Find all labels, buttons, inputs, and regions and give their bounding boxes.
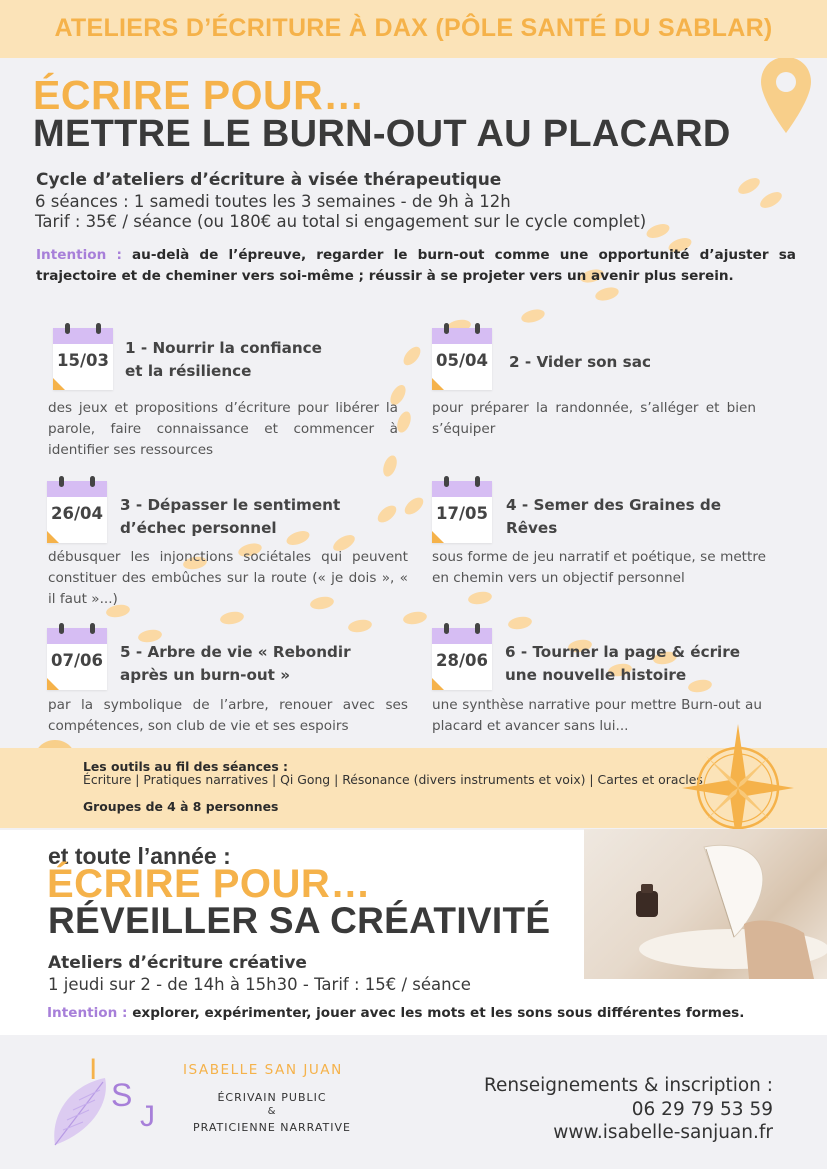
- session-date: 15/03: [57, 351, 109, 370]
- creative-subtitle: Ateliers d’écriture créative: [48, 953, 307, 973]
- calendar-icon: [53, 328, 113, 390]
- session-date: 17/05: [436, 504, 488, 523]
- calendar-icon: [47, 481, 107, 543]
- logo-letter-i: I: [89, 1053, 98, 1086]
- cycle-price: Tarif : 35€ / séance (ou 180€ au total si engagement sur le cycle complet): [35, 212, 647, 231]
- creative-intro: et toute l’année :: [48, 843, 231, 869]
- banner-title: ATELIERS D’ÉCRITURE À DAX (PÔLE SANTÉ DU SABLAR): [54, 14, 773, 42]
- cycle-intention: [36, 245, 796, 287]
- brand-amp: &: [267, 1106, 277, 1117]
- tools-title: Les outils au fil des séances :: [83, 759, 288, 774]
- tools-list: Écriture | Pratiques narratives | Qi Gong | Résonance (divers instruments et voix) | Cartes et oracles: [83, 772, 703, 787]
- session-description: par la symbolique de l’arbre, renouer avec ses compétences, son club de vie et ses espoirs: [48, 697, 408, 734]
- creative-intention: Intention : explorer, expérimenter, jouer avec les mots et les sons sous différentes formes.: [47, 1005, 745, 1021]
- session-description: pour préparer la randonnée, s’alléger et bien s’équiper: [432, 400, 756, 437]
- cycle-title-line1: ÉCRIRE POUR…: [33, 72, 365, 118]
- creative-title-line1: ÉCRIRE POUR…: [47, 862, 371, 906]
- intention-label: Intention :: [36, 247, 122, 263]
- calendar-icon: [47, 628, 107, 690]
- session-title: 4 - Semer des Graines de Rêves: [506, 496, 722, 537]
- cycle-title-line2: METTRE LE BURN-OUT AU PLACARD: [33, 113, 731, 155]
- session-date: 28/06: [436, 651, 488, 670]
- cycle-schedule: 6 séances : 1 samedi toutes les 3 semaines - de 9h à 12h: [35, 192, 511, 211]
- brand-line2: PRATICIENNE NARRATIVE: [193, 1121, 351, 1134]
- session-date: 07/06: [51, 651, 103, 670]
- calendar-icon: [432, 628, 492, 690]
- logo-letter-j: J: [140, 1100, 155, 1133]
- brand-line1: ÉCRIVAIN PUBLIC: [217, 1091, 327, 1104]
- session-title: 5 - Arbre de vie « Rebondir après un burn-out »: [120, 643, 351, 684]
- brand-name: ISABELLE SAN JUAN: [183, 1062, 343, 1078]
- logo-letter-s: S: [111, 1077, 133, 1113]
- session-description: des jeux et propositions d’écriture pour libérer la parole, faire connaissance et commencer à identifier ses ressources: [48, 400, 398, 458]
- contact-website: www.isabelle-sanjuan.fr: [553, 1122, 773, 1143]
- session-title: 3 - Dépasser le sentiment d’échec personnel: [120, 496, 341, 537]
- session-description: une synthèse narrative pour mettre Burn-out au placard et avancer sans lui...: [432, 697, 762, 734]
- group-size: Groupes de 4 à 8 personnes: [83, 799, 279, 814]
- contact-heading: Renseignements & inscription :: [483, 1075, 773, 1096]
- session-date: 26/04: [51, 504, 103, 523]
- intention-text: au-delà de l’épreuve, regarder le burn-out comme une opportunité d’ajuster sa trajectoire et de cheminer vers soi-même ; réussir à se projeter vers un avenir plus serein.: [36, 247, 796, 284]
- session-date: 05/04: [436, 351, 488, 370]
- feather-icon: [584, 829, 827, 979]
- session-title: 6 - Tourner la page & écrire une nouvelle histoire: [505, 643, 741, 684]
- cycle-subtitle: Cycle d’ateliers d’écriture à visée thérapeutique: [36, 170, 502, 190]
- creative-schedule: 1 jeudi sur 2 - de 14h à 15h30 - Tarif : 15€ / séance: [48, 975, 471, 994]
- creative-title-line2: RÉVEILLER SA CRÉATIVITÉ: [48, 900, 551, 941]
- session-description: sous forme de jeu narratif et poétique, se mettre en chemin vers un objectif personnel: [432, 549, 766, 586]
- session-title: 2 - Vider son sac: [509, 353, 651, 371]
- calendar-icon: [432, 328, 492, 390]
- session-description: débusquer les injonctions sociétales qui peuvent constituer des embûches sur la route (« je dois », « il faut »...): [48, 549, 408, 607]
- writing-photo: [584, 829, 827, 979]
- calendar-icon: [432, 481, 492, 543]
- contact-phone: 06 29 79 53 59: [631, 1099, 773, 1120]
- session-title: 1 - Nourrir la confiance et la résilience: [125, 339, 322, 380]
- top-banner: [0, 0, 827, 58]
